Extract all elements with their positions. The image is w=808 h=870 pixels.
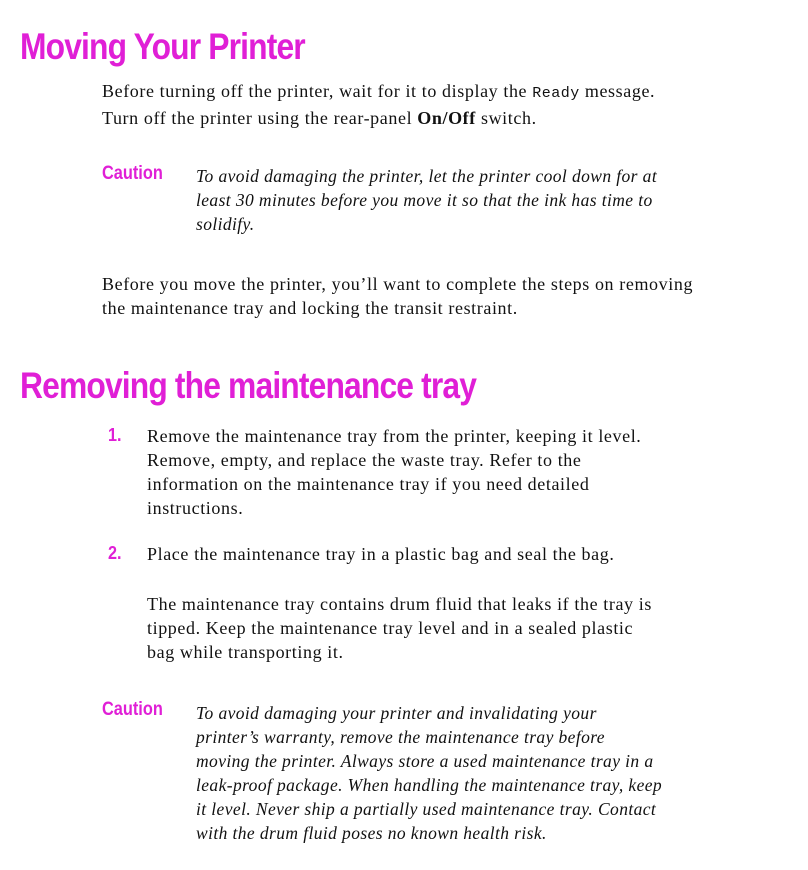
intro-line-2: [102, 106, 655, 130]
on-off-switch-label: On/Off: [417, 108, 476, 128]
caution-1-line: solidify.: [196, 214, 255, 234]
caution-2-line: printer’s warranty, remove the maintenance tray before: [196, 727, 605, 747]
step-1-line: Remove the maintenance tray from the printer, keeping it level.: [147, 426, 642, 446]
caution-2-line: leak-proof package. When handling the maintenance tray, keep: [196, 775, 663, 795]
step-2-line: Place the maintenance tray in a plastic bag and seal the bag.: [147, 544, 615, 564]
caution-2-line: To avoid damaging your printer and invalidating your: [196, 703, 597, 723]
step-2-text: [147, 542, 614, 566]
section-heading-removing-tray: Removing the maintenance tray: [20, 365, 477, 406]
caution-1-line: To avoid damaging the printer, let the printer cool down for at: [196, 166, 658, 186]
caution-2-line: it level. Never ship a partially used maintenance tray. Contact: [196, 799, 657, 819]
section-heading-moving-printer: Moving Your Printer: [20, 26, 305, 67]
step-number-2: 2.: [108, 543, 122, 563]
caution-2-line: with the drum fluid poses no known health risk.: [196, 823, 547, 843]
step-2-note-line: tipped. Keep the maintenance tray level and in a sealed plastic: [147, 618, 634, 638]
before-move-line: the maintenance tray and locking the transit restraint.: [102, 298, 518, 318]
caution-2-line: moving the printer. Always store a used maintenance tray in a: [196, 751, 654, 771]
step-1-text: [147, 424, 641, 520]
intro-line-1: [102, 79, 655, 106]
step-2-note-line: The maintenance tray contains drum fluid that leaks if the tray is: [147, 594, 652, 614]
before-move-line: Before you move the printer, you’ll want to complete the steps on removing: [102, 274, 694, 294]
caution-label-2: Caution: [102, 699, 163, 720]
step-2-note: [147, 592, 652, 664]
intro-paragraph: [102, 79, 655, 130]
step-2-note-line: bag while transporting it.: [147, 642, 344, 662]
caution-1-line: least 30 minutes before you move it so that the ink has time to: [196, 190, 653, 210]
intro-line-1-before: Before turning off the printer, wait for it to display the: [102, 81, 533, 101]
intro-line-2-before: Turn off the printer using the rear-panel: [102, 108, 418, 128]
before-move-paragraph: [102, 272, 693, 320]
caution-text-2: [196, 701, 662, 845]
step-1-line: Remove, empty, and replace the waste tray. Refer to the: [147, 450, 582, 470]
step-number-1: 1.: [108, 425, 122, 445]
step-1-line: information on the maintenance tray if you need detailed: [147, 474, 590, 494]
caution-text-1: [196, 164, 657, 236]
intro-line-1-after: message.: [579, 81, 656, 101]
intro-line-2-after: switch.: [475, 108, 537, 128]
ready-message-code: Ready: [532, 85, 580, 102]
step-1-line: instructions.: [147, 498, 244, 518]
caution-label-1: Caution: [102, 163, 163, 184]
